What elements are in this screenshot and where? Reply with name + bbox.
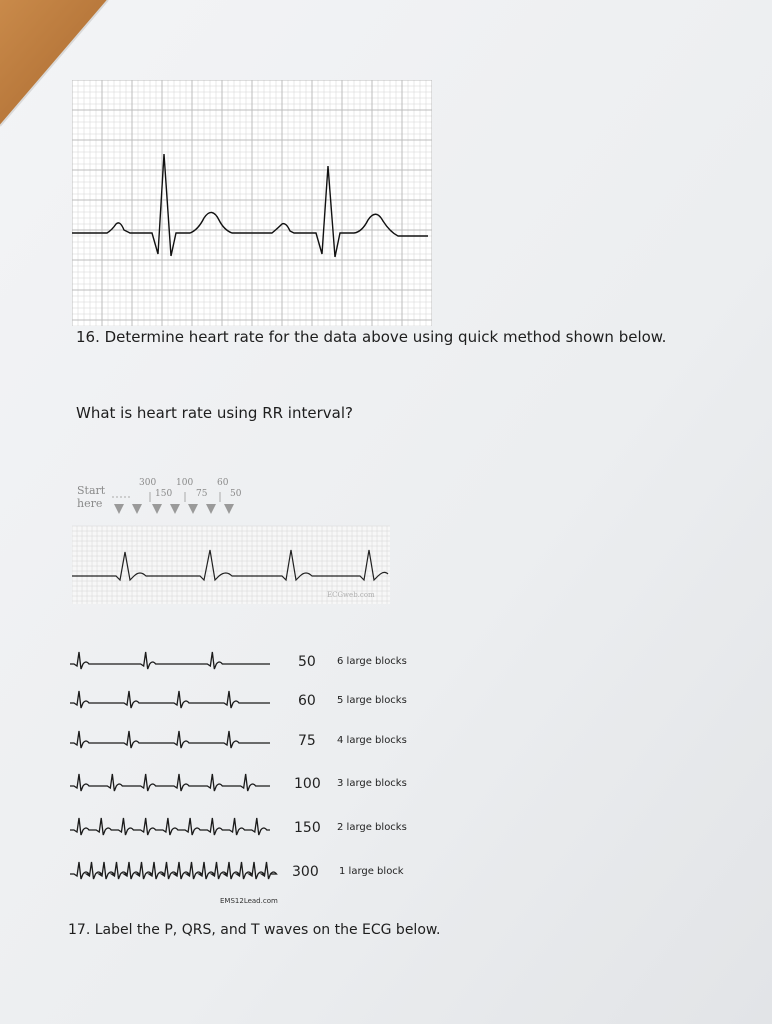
watermark: ECGweb.com bbox=[327, 591, 375, 599]
ecg-strip-top bbox=[72, 80, 432, 326]
rate-blocks-50: 6 large blocks bbox=[337, 656, 407, 667]
rhythm-trace-60 bbox=[70, 691, 270, 708]
rate-value-150: 150 bbox=[294, 820, 321, 836]
scale-arrows bbox=[114, 504, 234, 514]
rate-value-60: 60 bbox=[298, 693, 316, 709]
rate-blocks-100: 3 large blocks bbox=[337, 778, 407, 789]
rhythm-trace-150 bbox=[70, 818, 270, 835]
source-credit: EMS12Lead.com bbox=[220, 897, 278, 905]
rhythm-trace-100 bbox=[70, 774, 270, 791]
quick-method-strip bbox=[72, 486, 402, 606]
rate-blocks-75: 4 large blocks bbox=[337, 735, 407, 746]
scale-60: 60 bbox=[217, 478, 229, 488]
rate-blocks-150: 2 large blocks bbox=[337, 822, 407, 833]
rhythm-trace-75 bbox=[70, 731, 270, 748]
rhythm-trace-300 bbox=[70, 862, 277, 879]
scale-50: 50 bbox=[230, 489, 242, 499]
rate-value-50: 50 bbox=[298, 654, 316, 670]
scale-100: 100 bbox=[176, 478, 194, 488]
question-16: 16. Determine heart rate for the data above using quick method shown below. bbox=[76, 328, 667, 346]
question-17: 17. Label the P, QRS, and T waves on the ECG below. bbox=[68, 922, 441, 938]
rhythm-trace-50 bbox=[70, 652, 270, 669]
start-label-line1: Start bbox=[77, 484, 106, 497]
start-label-line2: here bbox=[77, 497, 103, 510]
scale-150: 150 bbox=[155, 489, 173, 499]
rate-blocks-60: 5 large blocks bbox=[337, 695, 407, 706]
scale-300: 300 bbox=[139, 478, 157, 488]
heart-rate-question: What is heart rate using RR interval? bbox=[76, 404, 353, 422]
rate-value-300: 300 bbox=[292, 864, 319, 880]
rate-example-traces bbox=[66, 640, 286, 900]
rate-value-75: 75 bbox=[298, 733, 316, 749]
scale-75: 75 bbox=[196, 489, 208, 499]
rate-value-100: 100 bbox=[294, 776, 321, 792]
rate-blocks-300: 1 large block bbox=[339, 866, 404, 877]
